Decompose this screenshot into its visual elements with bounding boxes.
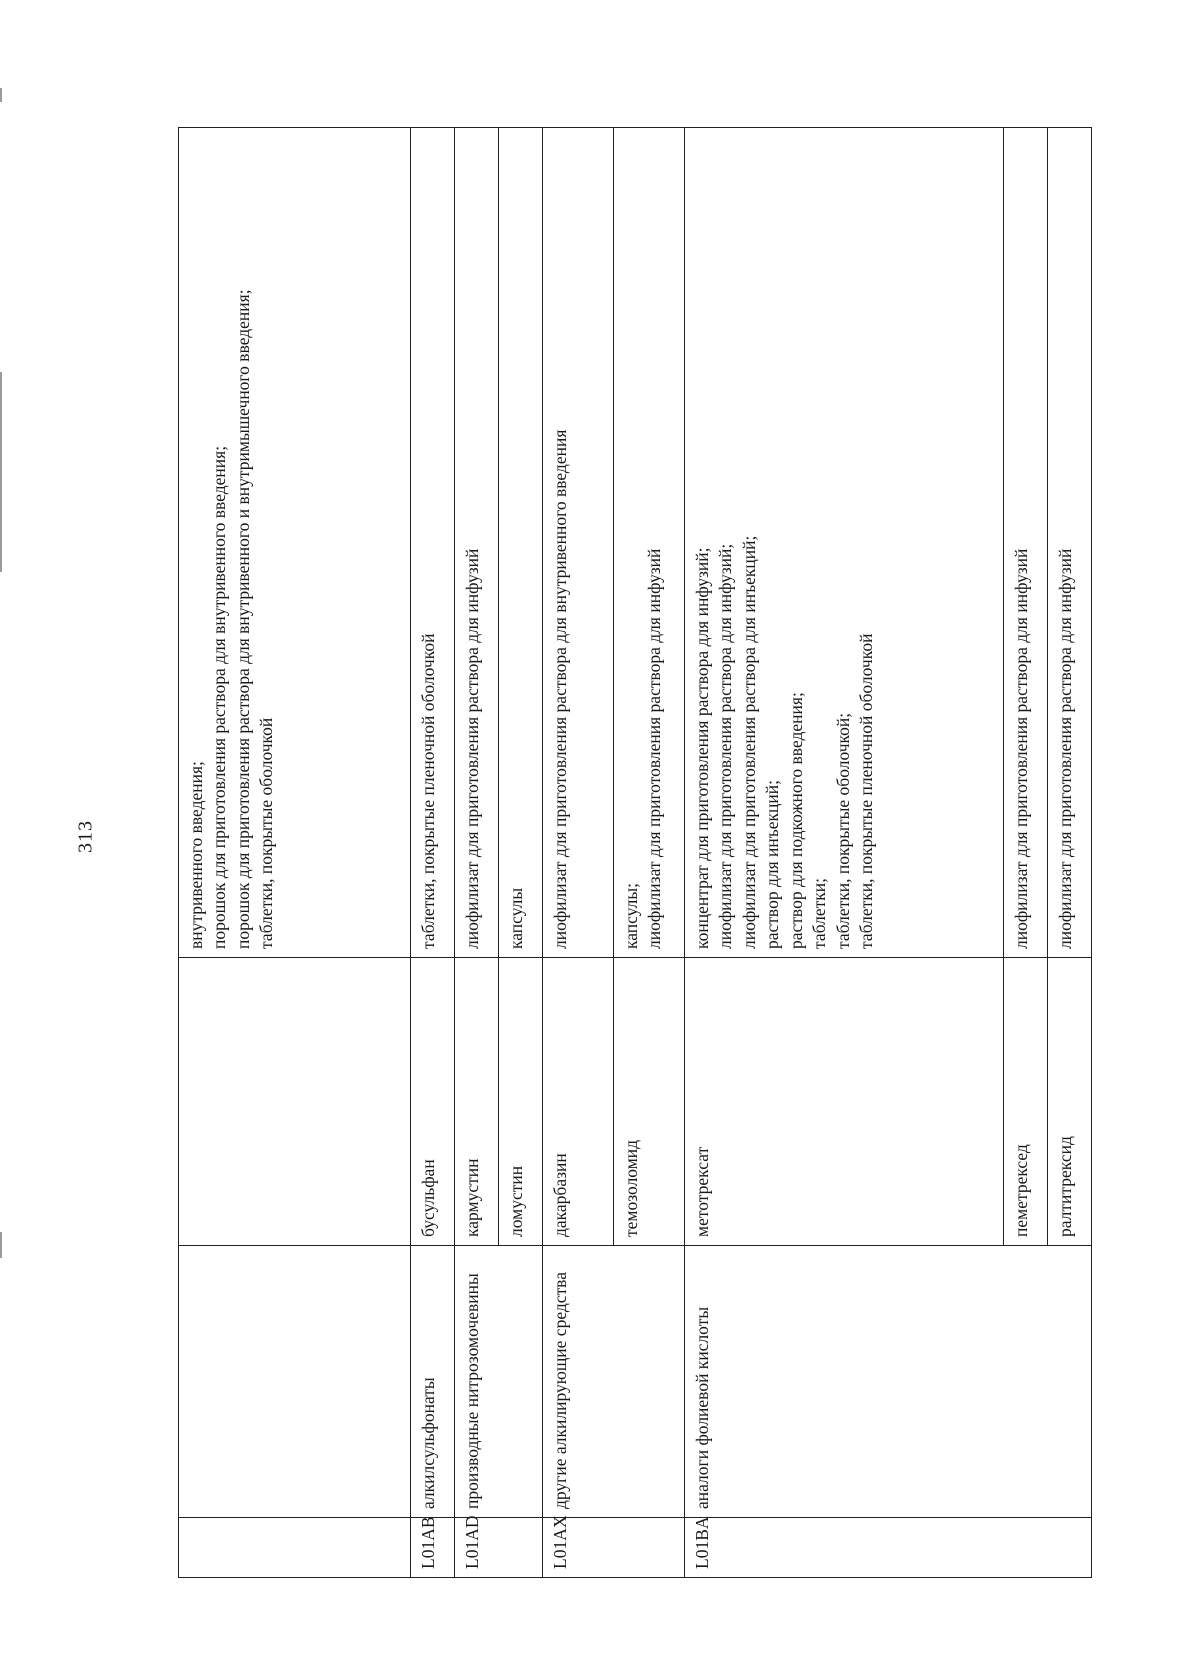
atc-code-cell: L01BA <box>685 1518 1092 1578</box>
rotated-table-container <box>178 128 1091 1578</box>
scan-edge-mark <box>0 1232 2 1258</box>
scan-edge-mark <box>0 372 2 572</box>
dosage-form-cell: лиофилизат для приготовления раствора для инфузий <box>455 128 499 958</box>
drug-name-cell: ралтитрексид <box>1048 958 1092 1246</box>
atc-code-cell: L01AD <box>455 1518 543 1578</box>
drug-name-cell: темозоломид <box>614 958 685 1246</box>
table-row <box>455 128 499 1578</box>
group-cell: производные нитрозомочевины <box>455 1246 543 1518</box>
dosage-form-cell: лиофилизат для приготовления раствора для внутривенного введения <box>543 128 614 958</box>
table-row <box>543 128 614 1578</box>
table-row <box>179 128 411 1578</box>
table-row <box>685 128 1004 1578</box>
dosage-form-cell: внутривенного введения; порошок для приготовления раствора для внутривенного введения; порошок для приготовления раствора для внутривенного и внутримышечного введения; таблетки, покрытые оболочкой <box>179 128 411 958</box>
table-row <box>411 128 455 1578</box>
atc-code-cell: L01AX <box>543 1518 685 1578</box>
atc-code-cell <box>179 1518 411 1578</box>
drug-name-cell: ломустин <box>499 958 543 1246</box>
scan-edge-mark <box>0 88 2 102</box>
dosage-form-cell: капсулы <box>499 128 543 958</box>
dosage-form-cell: лиофилизат для приготовления раствора для инфузий <box>1004 128 1048 958</box>
drug-table <box>178 127 1092 1578</box>
drug-name-cell <box>179 958 411 1246</box>
drug-name-cell: кармустин <box>455 958 499 1246</box>
dosage-form-cell: таблетки, покрытые пленочной оболочкой <box>411 128 455 958</box>
group-cell: аналоги фолиевой кислоты <box>685 1246 1092 1518</box>
page-number: 313 <box>74 820 97 853</box>
dosage-form-cell: капсулы; лиофилизат для приготовления раствора для инфузий <box>614 128 685 958</box>
group-cell <box>179 1246 411 1518</box>
dosage-form-cell: лиофилизат для приготовления раствора для инфузий <box>1048 128 1092 958</box>
drug-name-cell: метотрексат <box>685 958 1004 1246</box>
group-cell: другие алкилирующие средства <box>543 1246 685 1518</box>
drug-name-cell: бусульфан <box>411 958 455 1246</box>
group-cell: алкилсульфонаты <box>411 1246 455 1518</box>
atc-code-cell: L01AB <box>411 1518 455 1578</box>
dosage-form-cell: концентрат для приготовления раствора для инфузий; лиофилизат для приготовления раствора для инфузий; лиофилизат для приготовления раствора для инъекций; раствор для инъекций; раствор для подкожного введения; таблетки; таблетки, покрытые оболочкой; таблетки, покрытые пленочной оболочкой <box>685 128 1004 958</box>
drug-name-cell: дакарбазин <box>543 958 614 1246</box>
drug-name-cell: пеметрексед <box>1004 958 1048 1246</box>
